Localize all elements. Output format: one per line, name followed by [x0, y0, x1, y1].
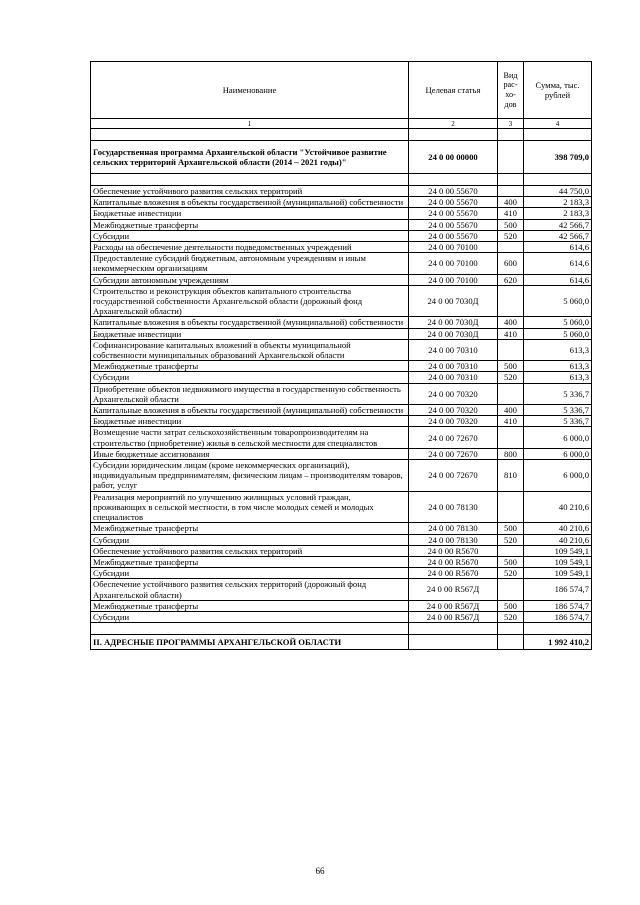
row-code: 24 0 00 R5670 — [409, 545, 498, 556]
row-name: Межбюджетные трансферты — [91, 219, 409, 230]
row-type — [498, 285, 524, 317]
table-row — [91, 534, 592, 545]
row-name: Межбюджетные трансферты — [91, 361, 409, 372]
row-name: Субсидии — [91, 372, 409, 383]
header-sum: Сумма, тыс. рублей — [524, 62, 592, 119]
row-sum: 613,3 — [524, 372, 592, 383]
row-sum: 5 336,7 — [524, 416, 592, 427]
row-code: 24 0 00 7030Д — [409, 317, 498, 328]
table-row — [91, 405, 592, 416]
row-code: 24 0 00 78130 — [409, 523, 498, 534]
program-type — [498, 141, 524, 174]
row-sum: 5 060,0 — [524, 285, 592, 317]
column-number: 3 — [498, 119, 524, 129]
row-code: 24 0 00 70320 — [409, 416, 498, 427]
row-name: Возмещение части затрат сельскохозяйственным товаропроизводителям на строительство (приобретение) жилья в сельской местности для специалистов — [91, 427, 409, 448]
row-name: Капитальные вложения в объекты государственной (муниципальной) собственности — [91, 405, 409, 416]
row-type: 400 — [498, 197, 524, 208]
header-code: Целевая статья — [409, 62, 498, 119]
row-sum: 6 000,0 — [524, 448, 592, 459]
row-code: 24 0 00 70320 — [409, 405, 498, 416]
row-code: 24 0 00 70320 — [409, 383, 498, 404]
row-code: 24 0 00 R567Д — [409, 600, 498, 611]
row-type: 520 — [498, 611, 524, 622]
row-code: 24 0 00 55670 — [409, 197, 498, 208]
row-sum: 186 574,7 — [524, 579, 592, 600]
row-type: 410 — [498, 416, 524, 427]
program-name: Государственная программа Архангельской области "Устойчивое развитие сельских территорий Архангельской области (2014 – 2021 годы)" — [91, 141, 409, 174]
row-sum: 42 566,7 — [524, 230, 592, 241]
row-name: Обеспечение устойчивого развития сельских территорий (дорожный фонд Архангельской области) — [91, 579, 409, 600]
row-name: Субсидии — [91, 568, 409, 579]
table-row — [91, 600, 592, 611]
row-name: Межбюджетные трансферты — [91, 556, 409, 567]
row-sum: 5 060,0 — [524, 328, 592, 339]
header-row — [91, 62, 592, 119]
row-code: 24 0 00 72670 — [409, 460, 498, 492]
row-name: Межбюджетные трансферты — [91, 523, 409, 534]
row-code: 24 0 00 70100 — [409, 274, 498, 285]
row-name: Межбюджетные трансферты — [91, 600, 409, 611]
table-row — [91, 523, 592, 534]
row-name: Бюджетные инвестиции — [91, 208, 409, 219]
row-type: 620 — [498, 274, 524, 285]
table-row — [91, 230, 592, 241]
table-row — [91, 491, 592, 523]
table-row — [91, 383, 592, 404]
row-type: 520 — [498, 534, 524, 545]
row-type: 500 — [498, 523, 524, 534]
row-type: 500 — [498, 361, 524, 372]
table-row — [91, 545, 592, 556]
row-sum: 109 549,1 — [524, 556, 592, 567]
row-name: Бюджетные инвестиции — [91, 328, 409, 339]
row-code: 24 0 00 70310 — [409, 339, 498, 360]
section-code — [409, 635, 498, 650]
row-code: 24 0 00 72670 — [409, 448, 498, 459]
row-name: Субсидии — [91, 611, 409, 622]
row-code: 24 0 00 R567Д — [409, 611, 498, 622]
row-sum: 6 000,0 — [524, 460, 592, 492]
section-type — [498, 635, 524, 650]
row-type: 600 — [498, 253, 524, 274]
table-row — [91, 285, 592, 317]
header-name: Наименование — [91, 62, 409, 119]
column-number-row — [91, 119, 592, 129]
row-code: 24 0 00 7030Д — [409, 285, 498, 317]
row-sum: 2 183,3 — [524, 208, 592, 219]
row-name: Предоставление субсидий бюджетным, автономным учреждениям и иным некоммерческим организациям — [91, 253, 409, 274]
table-row — [91, 460, 592, 492]
table-row — [91, 328, 592, 339]
row-name: Реализация мероприятий по улучшению жилищных условий граждан, проживающих в сельской местности, в том числе молодых семей и молодых специалистов — [91, 491, 409, 523]
row-type — [498, 579, 524, 600]
row-type — [498, 427, 524, 448]
table-row — [91, 317, 592, 328]
column-number: 4 — [524, 119, 592, 129]
table-row — [91, 339, 592, 360]
row-type: 500 — [498, 556, 524, 567]
row-code: 24 0 00 70310 — [409, 372, 498, 383]
row-sum: 109 549,1 — [524, 545, 592, 556]
row-sum: 5 336,7 — [524, 383, 592, 404]
row-sum: 613,3 — [524, 339, 592, 360]
row-type — [498, 242, 524, 253]
row-sum: 44 750,0 — [524, 186, 592, 197]
spacer-row — [91, 174, 592, 186]
table-row — [91, 611, 592, 622]
section-row — [91, 635, 592, 650]
row-code: 24 0 00 78130 — [409, 491, 498, 523]
table-row — [91, 556, 592, 567]
page-number: 66 — [315, 866, 325, 876]
section-name: II. АДРЕСНЫЕ ПРОГРАММЫ АРХАНГЕЛЬСКОЙ ОБЛАСТИ — [91, 635, 409, 650]
row-type: 500 — [498, 600, 524, 611]
row-name: Софинансирование капитальных вложений в объекты муниципальной собственности муниципальных образований Архангельской области — [91, 339, 409, 360]
table-row — [91, 242, 592, 253]
spacer-row — [91, 129, 592, 141]
row-name: Субсидии — [91, 534, 409, 545]
row-name: Иные бюджетные ассигнования — [91, 448, 409, 459]
row-name: Капитальные вложения в объекты государственной (муниципальной) собственности — [91, 197, 409, 208]
row-type: 520 — [498, 372, 524, 383]
row-code: 24 0 00 72670 — [409, 427, 498, 448]
row-sum: 40 210,6 — [524, 534, 592, 545]
section-sum: 1 992 410,2 — [524, 635, 592, 650]
row-type: 520 — [498, 230, 524, 241]
row-name: Обеспечение устойчивого развития сельских территорий — [91, 186, 409, 197]
row-code: 24 0 00 R567Д — [409, 579, 498, 600]
row-sum: 42 566,7 — [524, 219, 592, 230]
row-code: 24 0 00 70100 — [409, 253, 498, 274]
row-sum: 5 060,0 — [524, 317, 592, 328]
program-sum: 398 709,0 — [524, 141, 592, 174]
row-code: 24 0 00 78130 — [409, 534, 498, 545]
row-type: 500 — [498, 219, 524, 230]
row-code: 24 0 00 55670 — [409, 219, 498, 230]
row-code: 24 0 00 70310 — [409, 361, 498, 372]
column-number: 2 — [409, 119, 498, 129]
row-sum: 186 574,7 — [524, 611, 592, 622]
row-sum: 5 336,7 — [524, 405, 592, 416]
row-code: 24 0 00 R5670 — [409, 568, 498, 579]
row-type: 810 — [498, 460, 524, 492]
row-code: 24 0 00 55670 — [409, 230, 498, 241]
row-type: 400 — [498, 317, 524, 328]
row-sum: 6 000,0 — [524, 427, 592, 448]
table-row — [91, 568, 592, 579]
row-type — [498, 545, 524, 556]
row-name: Строительство и реконструкция объектов капитального строительства государственной собственности Архангельской области (дорожный фонд Архангельской области) — [91, 285, 409, 317]
row-type — [498, 491, 524, 523]
row-type: 400 — [498, 405, 524, 416]
budget-table — [90, 61, 592, 650]
row-sum: 2 183,3 — [524, 197, 592, 208]
row-code: 24 0 00 55670 — [409, 208, 498, 219]
row-type: 410 — [498, 328, 524, 339]
row-sum: 614,6 — [524, 242, 592, 253]
table-row — [91, 197, 592, 208]
row-sum: 186 574,7 — [524, 600, 592, 611]
row-type: 800 — [498, 448, 524, 459]
table-row — [91, 416, 592, 427]
row-sum: 613,3 — [524, 361, 592, 372]
row-name: Обеспечение устойчивого развития сельских территорий — [91, 545, 409, 556]
column-number: 1 — [91, 119, 409, 129]
table-row — [91, 372, 592, 383]
header-type: Вид рас-хо-дов — [498, 62, 524, 119]
table-row — [91, 219, 592, 230]
row-code: 24 0 00 R5670 — [409, 556, 498, 567]
table-row — [91, 579, 592, 600]
row-name: Субсидии — [91, 230, 409, 241]
row-code: 24 0 00 55670 — [409, 186, 498, 197]
table-row — [91, 186, 592, 197]
table-row — [91, 448, 592, 459]
row-type: 520 — [498, 568, 524, 579]
row-code: 24 0 00 7030Д — [409, 328, 498, 339]
row-sum: 40 210,6 — [524, 523, 592, 534]
row-sum: 40 210,6 — [524, 491, 592, 523]
row-name: Бюджетные инвестиции — [91, 416, 409, 427]
row-type: 410 — [498, 208, 524, 219]
table-row — [91, 427, 592, 448]
row-name: Субсидии юридическим лицам (кроме некоммерческих организаций), индивидуальным предпринимателям, физическим лицам – производителям товаров, работ, услуг — [91, 460, 409, 492]
row-name: Приобретение объектов недвижимого имущества в государственную собственность Архангельской области — [91, 383, 409, 404]
row-name: Субсидии автономным учреждениям — [91, 274, 409, 285]
row-type — [498, 186, 524, 197]
row-sum: 614,6 — [524, 274, 592, 285]
table-row — [91, 253, 592, 274]
row-sum: 614,6 — [524, 253, 592, 274]
row-name: Расходы на обеспечение деятельности подведомственных учреждений — [91, 242, 409, 253]
table-row — [91, 208, 592, 219]
row-type — [498, 339, 524, 360]
program-code: 24 0 00 00000 — [409, 141, 498, 174]
table-row — [91, 274, 592, 285]
row-sum: 109 549,1 — [524, 568, 592, 579]
row-code: 24 0 00 70100 — [409, 242, 498, 253]
program-row — [91, 141, 592, 174]
table-row — [91, 361, 592, 372]
row-type — [498, 383, 524, 404]
row-name: Капитальные вложения в объекты государственной (муниципальной) собственности — [91, 317, 409, 328]
spacer-row — [91, 623, 592, 635]
